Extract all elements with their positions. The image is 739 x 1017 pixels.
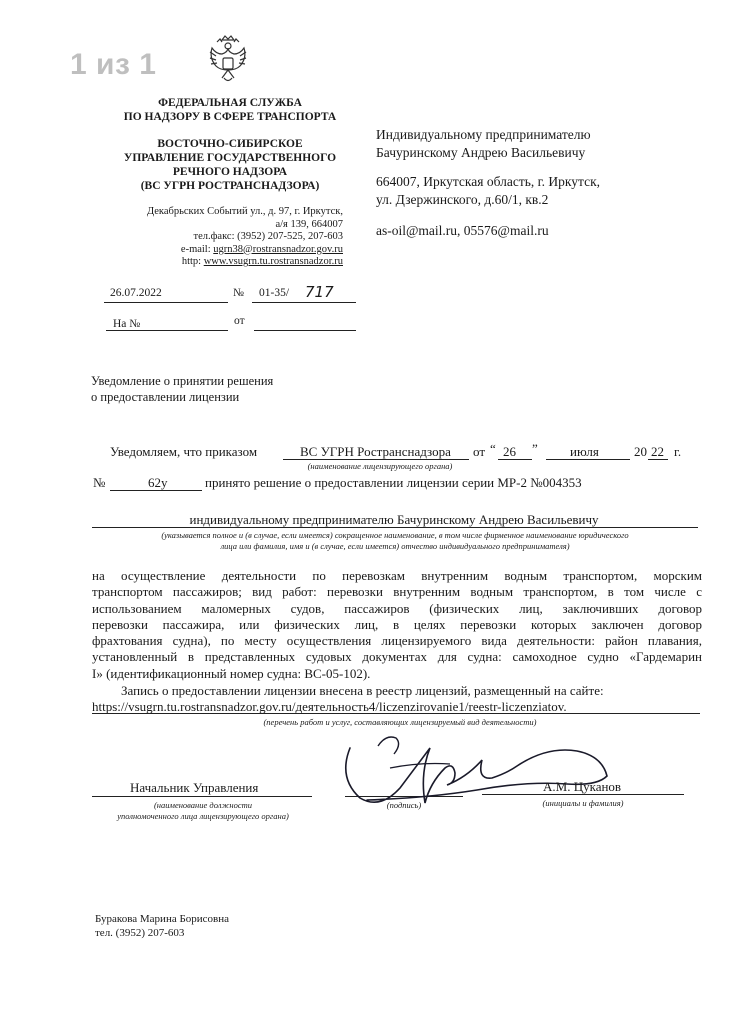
day-underline <box>498 459 532 460</box>
letter-number: 01-35/ <box>259 287 290 299</box>
position-underline <box>92 796 312 797</box>
executor-info <box>95 912 229 940</box>
reply-from-label: от <box>234 315 245 327</box>
position-caption-line: уполномоченного лица лицензирующего органа) <box>117 811 289 821</box>
addressee-line: Бачуринскому Андрею Васильевичу <box>376 144 586 160</box>
email-label: e-mail: <box>180 243 211 255</box>
order-month: июля <box>570 444 599 459</box>
signer-position: Начальник Управления <box>130 780 259 795</box>
position-caption-line: (наименование должности <box>153 800 253 810</box>
org-title-line: ФЕДЕРАЛЬНАЯ СЛУЖБА <box>158 97 302 109</box>
signature-caption: (подпись) <box>386 800 422 810</box>
number-underline <box>252 302 356 303</box>
authority-underline <box>283 459 469 460</box>
activity-line: использованием маломерных судов, пассажиров (физических лиц, заключивших договор <box>92 600 702 616</box>
year-label: г. <box>674 444 682 459</box>
reply-label: На № <box>113 318 141 330</box>
page-counter: 1 из 1 <box>70 48 157 81</box>
letter-number-handwritten: 717 <box>305 283 334 301</box>
activity-line: перевозки пассажира, или физических лиц, в целях перевозки которых заключен договор <box>92 616 702 632</box>
branch-title-line: (ВС УГРН РОСТРАНСНАДЗОРА) <box>140 180 320 192</box>
addressee-block <box>376 126 591 161</box>
order-from-label: от <box>473 444 486 459</box>
org-email-link[interactable]: ugrn38@rostransnadzor.gov.ru <box>213 243 343 255</box>
name-underline <box>482 794 684 795</box>
activity-line: установленный в представленных судовых документах для судна: самоходное судно «Гардемарин <box>92 649 702 665</box>
name-caption: (инициалы и фамилия) <box>542 798 624 808</box>
activity-line: транспортом пассажиров; вид работ: перевозки внутренним водным транспортом, в том числе с <box>92 584 702 600</box>
order-number-label: № <box>93 475 106 490</box>
addressee-address-line: ул. Дзержинского, д.60/1, кв.2 <box>376 191 549 207</box>
http-label: http: <box>181 256 202 267</box>
coat-of-arms-icon <box>206 34 250 86</box>
licensee-caption <box>90 530 700 551</box>
decision-text: принято решение о предоставлении лицензии серии МР-2 №004353 <box>205 475 582 490</box>
addressee-address-line: 664007, Иркутская область, г. Иркутск, <box>376 174 601 189</box>
subject <box>91 373 273 405</box>
date-underline <box>104 302 228 303</box>
licensee-caption-line: (указывается полное и (в случае, если имеется) сокращенное наименование, в том числе фирменное наименование юридического <box>161 530 629 540</box>
org-email-line <box>80 244 343 257</box>
org-title-line: ПО НАДЗОРУ В СФЕРЕ ТРАНСПОРТА <box>123 111 337 123</box>
activity-description <box>92 568 702 666</box>
reply-underline <box>106 330 228 331</box>
order-number: 62у <box>148 475 168 490</box>
activity-line: на осуществление деятельности по перевозкам внутренним водным транспортом, морским <box>92 568 702 583</box>
order-year: 22 <box>651 444 664 459</box>
month-underline <box>546 459 630 460</box>
licensing-authority: ВС УГРН Ространснадзора <box>300 444 451 459</box>
licensee-name: индивидуальному предпринимателю Бачуринскому Андрею Васильевичу <box>189 512 599 527</box>
activity-line-last: I» (идентификационный номер судна: ВС-05-102). <box>92 666 371 681</box>
works-caption: (перечень работ и услуг, составляющих лицензируемый вид деятельности) <box>263 717 537 727</box>
addressee-address <box>376 173 600 208</box>
order-number-underline <box>110 490 202 491</box>
org-address-line: Декабрьских Событий ул., д. 97, г. Иркутск, <box>146 206 343 217</box>
notice-intro: Уведомляем, что приказом <box>110 444 258 459</box>
subject-line: о предоставлении лицензии <box>91 390 240 404</box>
registry-line: Запись о предоставлении лицензии внесена в реестр лицензий, размещенный на сайте: <box>121 683 604 698</box>
addressee-line: Индивидуальному предпринимателю <box>376 127 591 142</box>
licensee-underline <box>92 527 698 528</box>
org-title <box>80 96 380 124</box>
position-caption <box>92 800 314 822</box>
reply-from-underline <box>254 330 356 331</box>
org-website-link[interactable]: www.vsugrn.tu.rostransnadzor.ru <box>203 256 343 267</box>
branch-title-line: ВОСТОЧНО-СИБИРСКОЕ <box>157 138 303 150</box>
activity-line: фрахтования судна), по месту осуществления лицензируемого вида деятельности: район плавания, <box>92 633 702 649</box>
licensee-caption-line: лица или фамилия, имя и (в случае, если имеется) отчество индивидуального предпринимателя) <box>220 540 570 551</box>
org-phone-line: тел.факс: (3952) 207-525, 207-603 <box>193 231 343 242</box>
close-quote: ” <box>532 441 538 456</box>
addressee-emails: as-oil@mail.ru, 05576@mail.ru <box>376 223 549 238</box>
executor-phone: тел. (3952) 207-603 <box>95 927 185 939</box>
org-contacts <box>80 206 343 269</box>
org-address-line: а/я 139, 664007 <box>275 218 343 230</box>
number-label: № <box>233 287 244 299</box>
executor-name: Буракова Марина Борисовна <box>95 913 230 925</box>
authority-caption: (наименование лицензирующего органа) <box>307 461 453 471</box>
branch-title-line: УПРАВЛЕНИЕ ГОСУДАРСТВЕННОГО <box>123 152 337 164</box>
order-day: 26 <box>503 444 516 459</box>
letter-date: 26.07.2022 <box>110 287 162 299</box>
order-year-prefix: 20 <box>634 444 647 459</box>
signer-name: А.М. Цуканов <box>543 779 622 794</box>
branch-title-line: РЕЧНОГО НАДЗОРА <box>172 166 288 178</box>
registry-underline <box>92 713 700 714</box>
registry-url[interactable]: https://vsugrn.tu.rostransnadzor.gov.ru/деятельность4/liczenzirovanie1/reestr-liczenziatov. <box>92 699 567 714</box>
org-website-line <box>80 256 343 269</box>
branch-title <box>80 137 380 193</box>
open-quote: “ <box>490 441 496 456</box>
year-underline <box>648 459 668 460</box>
subject-line: Уведомление о принятии решения <box>91 374 274 388</box>
